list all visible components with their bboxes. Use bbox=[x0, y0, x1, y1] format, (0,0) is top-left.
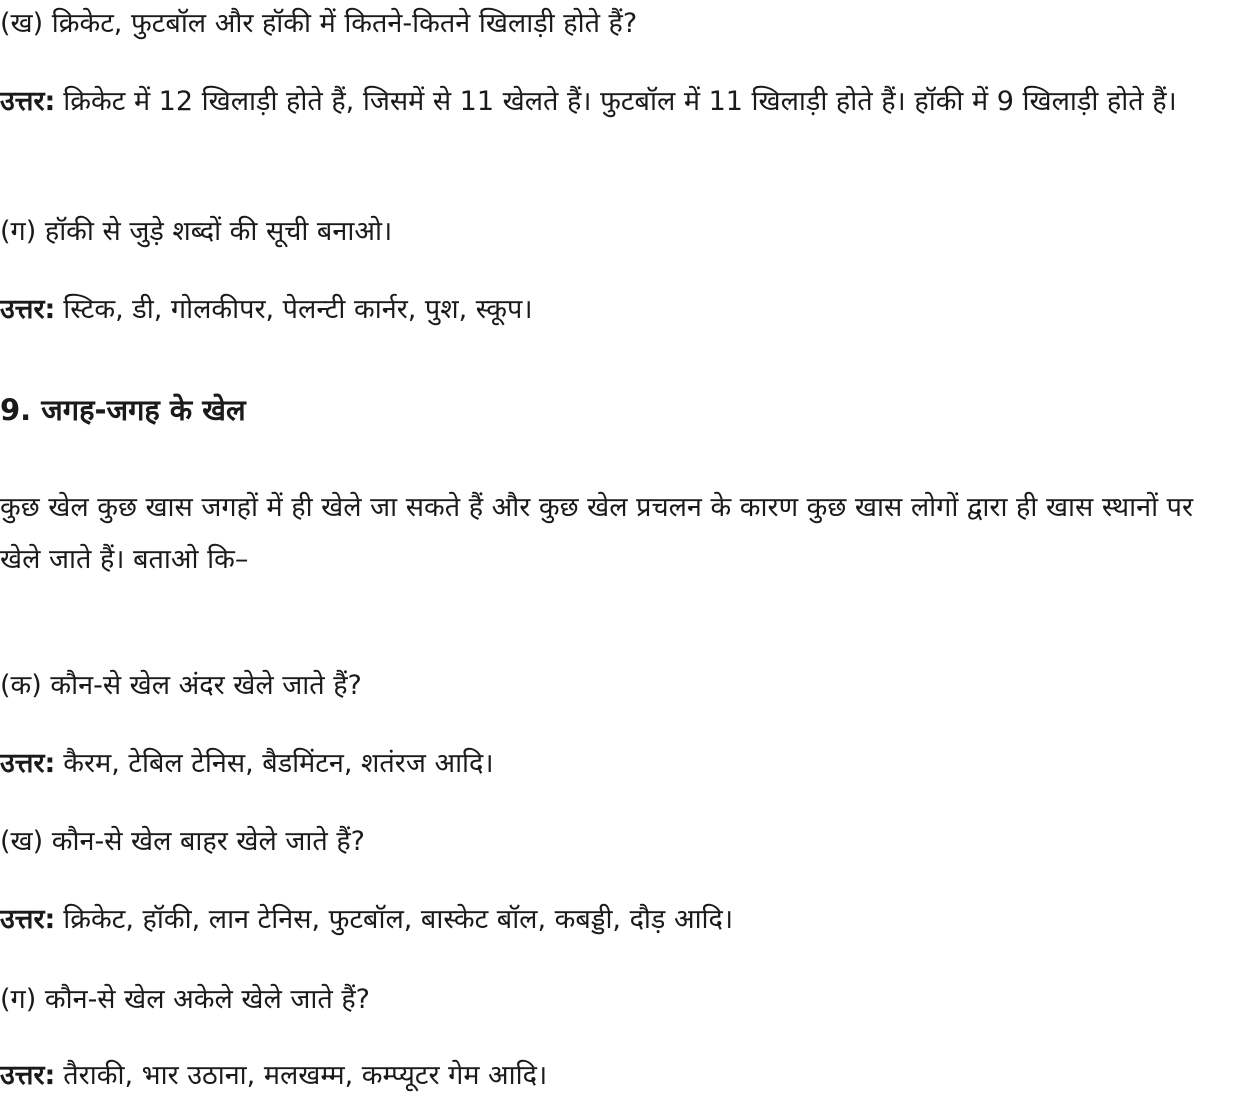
answer-outdoor bbox=[0, 894, 733, 946]
answer-text: कैरम, टेबिल टेनिस, बैडमिंटन, शतंरज आदि। bbox=[63, 748, 494, 779]
question-text: (क) कौन-से खेल अंदर खेले जाते हैं? bbox=[0, 670, 362, 701]
question-ka-indoor bbox=[0, 660, 362, 712]
answer-solo bbox=[0, 1050, 547, 1102]
answer-label: उत्तर: bbox=[0, 294, 56, 325]
question-text: (ग) हॉकी से जुड़े शब्दों की सूची बनाओ। bbox=[0, 216, 393, 247]
answer-text: तैराकी, भार उठाना, मलखम्म, कम्प्यूटर गेम आदि। bbox=[63, 1060, 548, 1091]
answer-players bbox=[0, 76, 1232, 128]
answer-text: स्टिक, डी, गोलकीपर, पेलन्टी कार्नर, पुश, स्कूप। bbox=[63, 294, 533, 325]
answer-label: उत्तर: bbox=[0, 904, 56, 935]
answer-label: उत्तर: bbox=[0, 1060, 56, 1091]
intro-paragraph bbox=[0, 482, 1232, 586]
question-kha-outdoor bbox=[0, 816, 365, 868]
answer-indoor bbox=[0, 738, 494, 790]
question-ga-solo bbox=[0, 974, 370, 1026]
question-kha-players bbox=[0, 0, 637, 50]
section-heading bbox=[0, 384, 246, 436]
answer-label: उत्तर: bbox=[0, 748, 56, 779]
answer-label: उत्तर: bbox=[0, 86, 56, 117]
section-title: 9. जगह-जगह के खेल bbox=[0, 393, 246, 427]
answer-text: क्रिकेट, हॉकी, लान टेनिस, फुटबॉल, बास्केट बॉल, कबड्डी, दौड़ आदि। bbox=[63, 904, 734, 935]
question-text: (ग) कौन-से खेल अकेले खेले जाते हैं? bbox=[0, 984, 371, 1015]
question-ga-hockey-words bbox=[0, 206, 392, 258]
answer-text: क्रिकेट में 12 खिलाड़ी होते हैं, जिसमें से 11 खेलते हैं। फुटबॉल में 11 खिलाड़ी होते हैं। हॉकी में 9 खिलाड़ी होते हैं। bbox=[63, 86, 1177, 117]
question-text: (ख) क्रिकेट, फुटबॉल और हॉकी में कितने-कितने खिलाड़ी होते हैं? bbox=[0, 8, 638, 39]
question-text: (ख) कौन-से खेल बाहर खेले जाते हैं? bbox=[0, 826, 366, 857]
paragraph-text: कुछ खेल कुछ खास जगहों में ही खेले जा सकते हैं और कुछ खेल प्रचलन के कारण कुछ खास लोगों द्वारा ही खास स्थानों पर खेले जाते हैं। बताओ कि– bbox=[0, 492, 1194, 575]
answer-hockey-words bbox=[0, 284, 533, 336]
